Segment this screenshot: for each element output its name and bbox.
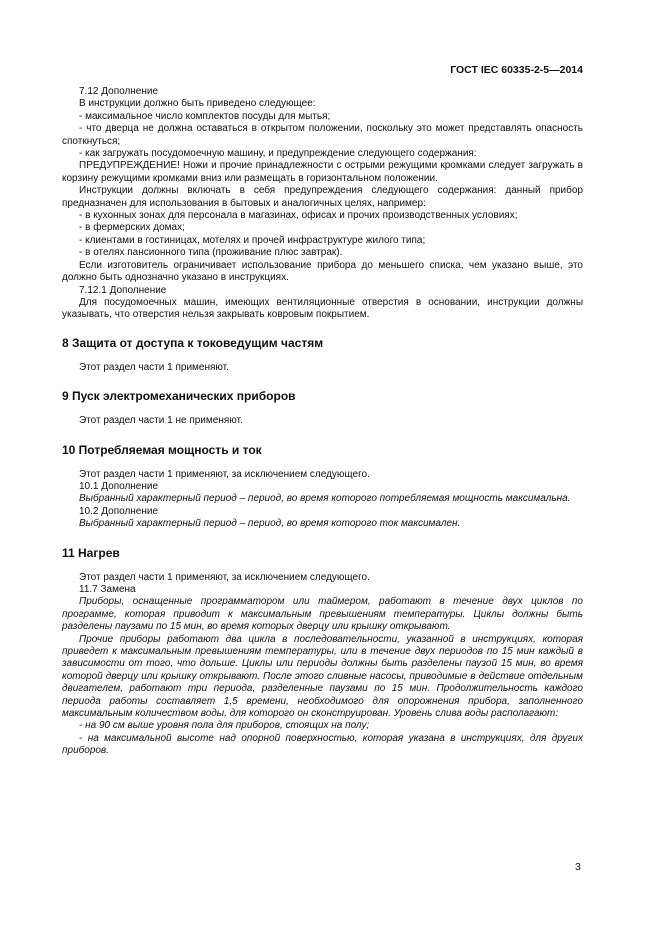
standard-id: ГОСТ IEC 60335-2-5—2014 [450, 64, 583, 76]
clause-title: 7.12 Дополнение [79, 86, 159, 97]
clause-title: 7.12.1 Дополнение [79, 284, 167, 296]
paragraph: Прочие приборы работают два цикла в последовательности, указанной в инструкциях, которая приведет к максимальным превышениям температуры, или в течение двух периодов по 15 мин каждый в зависимости от того, что дольше. Циклы или периоды должны быть разделены паузой 15 мин, во время которой дверцу или крышку открывают. После этого сливные насосы, приводимые в действие отдельным двигателем, работают три периода, разделенные паузами по 15 мин. Продолжительность каждого периода работы составляет 1,5 времени, необходимого для опорожнения прибора, заполненного максимальным количеством воды, для которого он сконструирован. Уровень слива воды располагают: [62, 633, 583, 720]
section-heading: 10 Потребляемая мощность и ток [62, 442, 262, 457]
paragraph: Этот раздел части 1 применяют, за исключением следующего. [79, 571, 370, 583]
list-item: - на максимальной высоте над опорной поверхностью, которая указана в инструкциях, для других приборов. [62, 732, 583, 757]
paragraph: Инструкции должны включать в себя предупреждения следующего содержания: данный прибор предназначен для использования в бытовых и аналогичных целях, например: [62, 185, 583, 209]
warning-text: ПРЕДУПРЕЖДЕНИЕ! Ножи и прочие принадлежности с острыми режущими кромками следует загружать в корзину режущими кромками вниз или размещать в горизонтальном положении. [62, 160, 583, 184]
paragraph: Приборы, оснащенные программатором или таймером, работают в течение двух циклов по программе, которая приводит к максимальным превышениям температуры. Циклы должны быть разделены паузами по 15 мин, во время которых дверцу или крышку открывают. [62, 596, 583, 633]
paragraph: Выбранный характерный период – период, во время которого потребляемая мощность максимальна. [79, 493, 571, 505]
list-item: - максимальное число комплектов посуды для мытья; [79, 110, 331, 122]
paragraph: Если изготовитель ограничивает использование прибора до меньшего списка, чем указано выше, это должно быть однозначно указано в инструкциях. [62, 259, 583, 284]
page-content [62, 86, 583, 758]
list-item: - клиентами в гостиницах, мотелях и прочей инфраструктуре жилого типа; [79, 234, 426, 246]
paragraph: Этот раздел части 1 не применяют. [79, 415, 243, 427]
clause-title: 10.1 Дополнение [79, 480, 159, 492]
section-heading: 9 Пуск электромеханических приборов [62, 389, 296, 404]
list-item: - в отелях пансионного типа (проживание плюс завтрак). [79, 247, 343, 259]
paragraph: Выбранный характерный период – период, во время которого ток максимален. [79, 518, 461, 530]
section-heading: 8 Защита от доступа к токоведущим частям [62, 335, 324, 350]
paragraph: В инструкции должно быть приведено следующее: [79, 98, 316, 110]
list-item: - в фермерских домах; [79, 222, 185, 234]
clause-title: 10.2 Дополнение [79, 505, 159, 517]
list-item: - в кухонных зонах для персонала в магазинах, офисах и прочих производственных условиях; [79, 210, 518, 222]
page-number: 3 [575, 861, 581, 873]
list-item: - на 90 см выше уровня пола для приборов, стоящих на полу; [79, 720, 370, 732]
section-heading: 11 Нагрев [62, 545, 120, 560]
list-item: - как загружать посудомоечную машину, и предупреждение следующего содержания: [79, 148, 477, 160]
paragraph: Для посудомоечных машин, имеющих вентиляционные отверстия в основании, инструкции должны указывать, что отверстия нельзя закрывать ковровым покрытием. [62, 296, 583, 321]
clause-title: 11.7 Замена [79, 583, 136, 595]
list-item: - что дверца не должна оставаться в открытом положении, поскольку это может представлять опасность споткнуться; [62, 123, 583, 147]
paragraph: Этот раздел части 1 применяют. [79, 361, 229, 373]
paragraph: Этот раздел части 1 применяют, за исключением следующего. [79, 468, 370, 480]
